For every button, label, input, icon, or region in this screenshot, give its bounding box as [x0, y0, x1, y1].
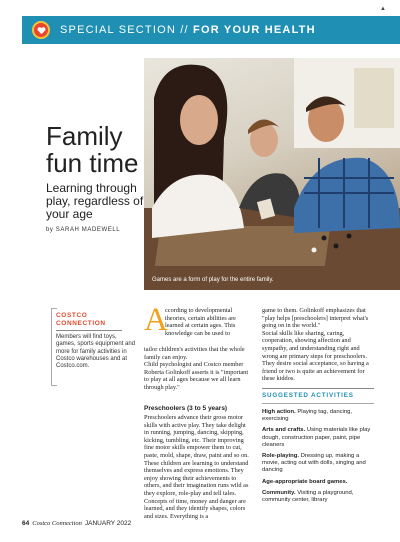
activity-item: [262, 427, 374, 449]
sidebar-text: Members will find toys, games, sports equipment and more for family activities in Costco warehouses and at Costco.com.: [56, 334, 136, 370]
activity-desc: Visiting a playground, community center, library: [262, 489, 354, 504]
activity-name: Role-playing.: [262, 453, 299, 460]
byline: by SARAH MADEWELL: [46, 227, 121, 233]
issue-date: JANUARY 2022: [84, 520, 132, 527]
drop-cap: A: [144, 302, 168, 338]
page-number: 64: [22, 520, 30, 527]
family-photo: [144, 58, 400, 290]
section-name: FOR YOUR HEALTH: [193, 24, 316, 36]
sidebar-label-line1: COSTCO: [56, 312, 88, 319]
body-intro-rest: tailor children's activities that the whole family can enjoy. Child psychologist and Costco member Roberta Golinkoff asserts it is "important to play at all ages because we all learn through play.": [144, 346, 249, 391]
activity-name: High action.: [262, 409, 296, 415]
photo-caption: Games are a form of play for the entire family.: [152, 277, 274, 283]
activity-name: Arts and crafts.: [262, 427, 306, 434]
activities-divider: [262, 403, 374, 404]
activity-desc: Dressing up, making a movie, acting out with dolls, singing and dancing: [262, 453, 366, 474]
body-preschool: Preschoolers advance their gross motor skills with active play. They take delight in running, jumping, dancing, skipping, kicking, tumbling, etc. Their improving fine motor skills empower them to cut, paste, mold, shape, draw, paint and so on. These children are learning to understand themselves and express emotions. They enjoy showing their achievements to others, and their imagination runs wild as they explore, role-play and tell tales. Concepts of time, money and danger are learned, and they identify shapes, colors and sizes. Everything is a: [144, 414, 249, 520]
sidebar-divider: [56, 330, 122, 331]
page-footer: [22, 520, 131, 527]
body-intro-first: ccording to developmental theories, certain abilities are learned at certain ages. This knowledge can be used to: [165, 307, 236, 337]
heart-badge-icon: [32, 21, 50, 39]
corner-mark: ▲: [380, 6, 386, 12]
activity-desc: Using materials like play dough, construction paper, paint, pipe cleaners: [262, 427, 371, 448]
activity-item: [262, 479, 374, 486]
sidebar-label-line2: CONNECTION: [56, 319, 106, 327]
section-prefix: SPECIAL SECTION //: [60, 24, 194, 36]
subhead-preschool: Preschoolers (3 to 5 years): [144, 405, 228, 412]
article-title: Family fun time: [46, 121, 139, 178]
activities-top-rule: [262, 388, 374, 389]
activity-item: [262, 453, 374, 475]
activity-name: Community.: [262, 489, 296, 496]
section-banner: [22, 16, 400, 44]
activity-item: [262, 490, 374, 504]
section-label: [60, 24, 316, 36]
activity-desc: Playing tag, dancing, exercising: [262, 409, 353, 423]
family-playing-game-illustration: [144, 58, 400, 290]
activities-heading: SUGGESTED ACTIVITIES: [262, 392, 354, 399]
activity-item: [262, 409, 374, 423]
article-subtitle: Learning through play, regardless of your age: [46, 181, 144, 221]
costco-connection-box: [56, 312, 136, 370]
activity-name: Age-appropriate board games.: [262, 478, 348, 485]
suggested-activities-box: [262, 388, 374, 508]
body-column-2: game to them. Golinkoff emphasizes that "play helps [preschoolers] interpret what's going on in the world." Social skills like sharing, caring, cooperation, showing affection and sympathy, and understanding right and wrong are primary steps for preschoolers. They desire social acceptance, so having a friend or two is quite an achievement for these kiddos.: [262, 307, 369, 383]
magazine-name: Costco Connection: [32, 520, 82, 527]
